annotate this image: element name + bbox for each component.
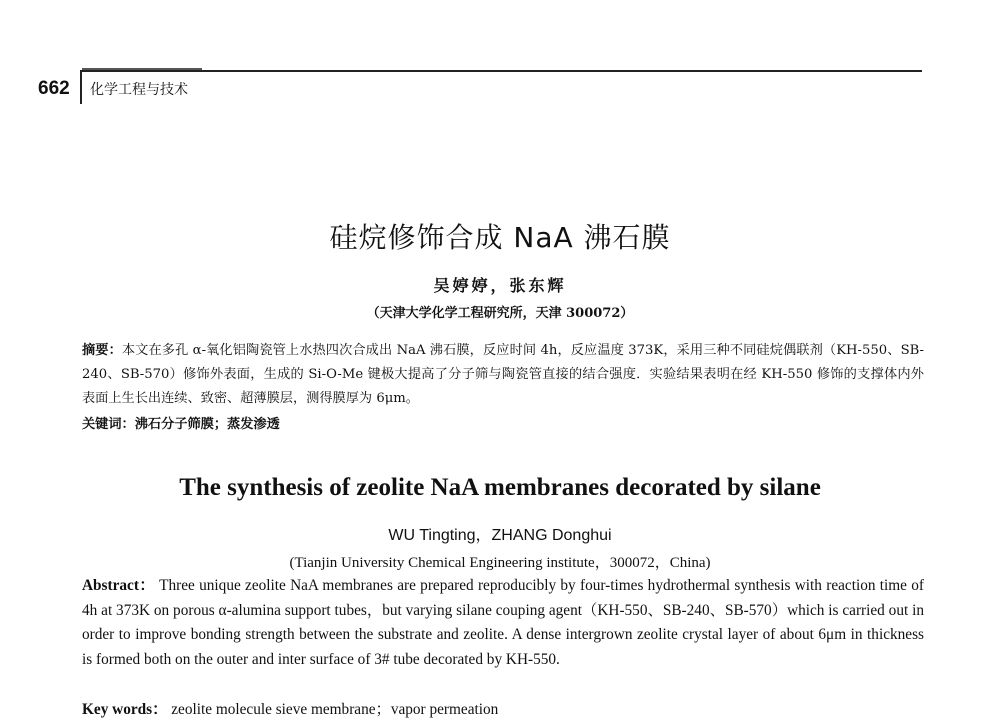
chinese-abstract-label: 摘要： <box>82 343 122 358</box>
english-keywords-label: Key words： <box>82 701 168 718</box>
english-abstract-label: Abstract： <box>82 577 156 594</box>
chinese-abstract-text: 本文在多孔 α-氧化铝陶瓷管上水热四次合成出 NaA 沸石膜，反应时间 4h，反应温度 373K，采用三种不同硅烷偶联剂（KH-550、SB-240、SB-570）修饰外表面，生成的 Si-O-Me 键极大提高了分子筛与陶瓷管直接的结合强度．实验结果表明在经 KH-550 修饰的支撑体内外表面上生长出连续、致密、超薄膜层，测得膜厚为 6μm。 <box>82 343 924 406</box>
chinese-title: 硅烷修饰合成 NaA 沸石膜 <box>329 221 671 254</box>
chinese-keywords <box>82 413 924 437</box>
header-rule <box>82 70 922 72</box>
english-abstract-text: Three unique zeolite NaA membranes are prepared reproducibly by four-times hydrothermal synthesis with reaction time of 4h at 373K on porous α-alumina support tubes，but varying silane couping agent（KH-550、SB-240、SB-570）which is carried out in order to improve bonding strength between the substrate and zeolite. A dense intergrown zeolite crystal layer of about 6μm in thickness is formed both on the outer and inter surface of 3# tube decorated by KH-550. <box>82 577 924 668</box>
chinese-keywords-text: 沸石分子筛膜；蒸发渗透 <box>134 417 280 432</box>
english-authors: WU Tingting，ZHANG Donghui <box>388 527 612 544</box>
english-affiliation: (Tianjin University Chemical Engineering institute，300072，China) <box>289 555 711 571</box>
page-header <box>38 66 922 106</box>
journal-name: 化学工程与技术 <box>90 82 188 98</box>
english-keywords <box>82 698 924 722</box>
english-keywords-text: zeolite molecule sieve membrane；vapor permeation <box>171 701 499 718</box>
english-title: The synthesis of zeolite NaA membranes decorated by silane <box>179 474 821 501</box>
chinese-affiliation: （天津大学化学工程研究所，天津 300072） <box>366 306 634 321</box>
english-abstract <box>82 574 924 672</box>
page-number: 662 <box>38 78 70 99</box>
header-divider <box>80 70 82 104</box>
chinese-authors: 吴婷婷，张东辉 <box>433 276 567 295</box>
chinese-abstract <box>82 339 924 411</box>
chinese-keywords-label: 关键词： <box>82 417 135 432</box>
